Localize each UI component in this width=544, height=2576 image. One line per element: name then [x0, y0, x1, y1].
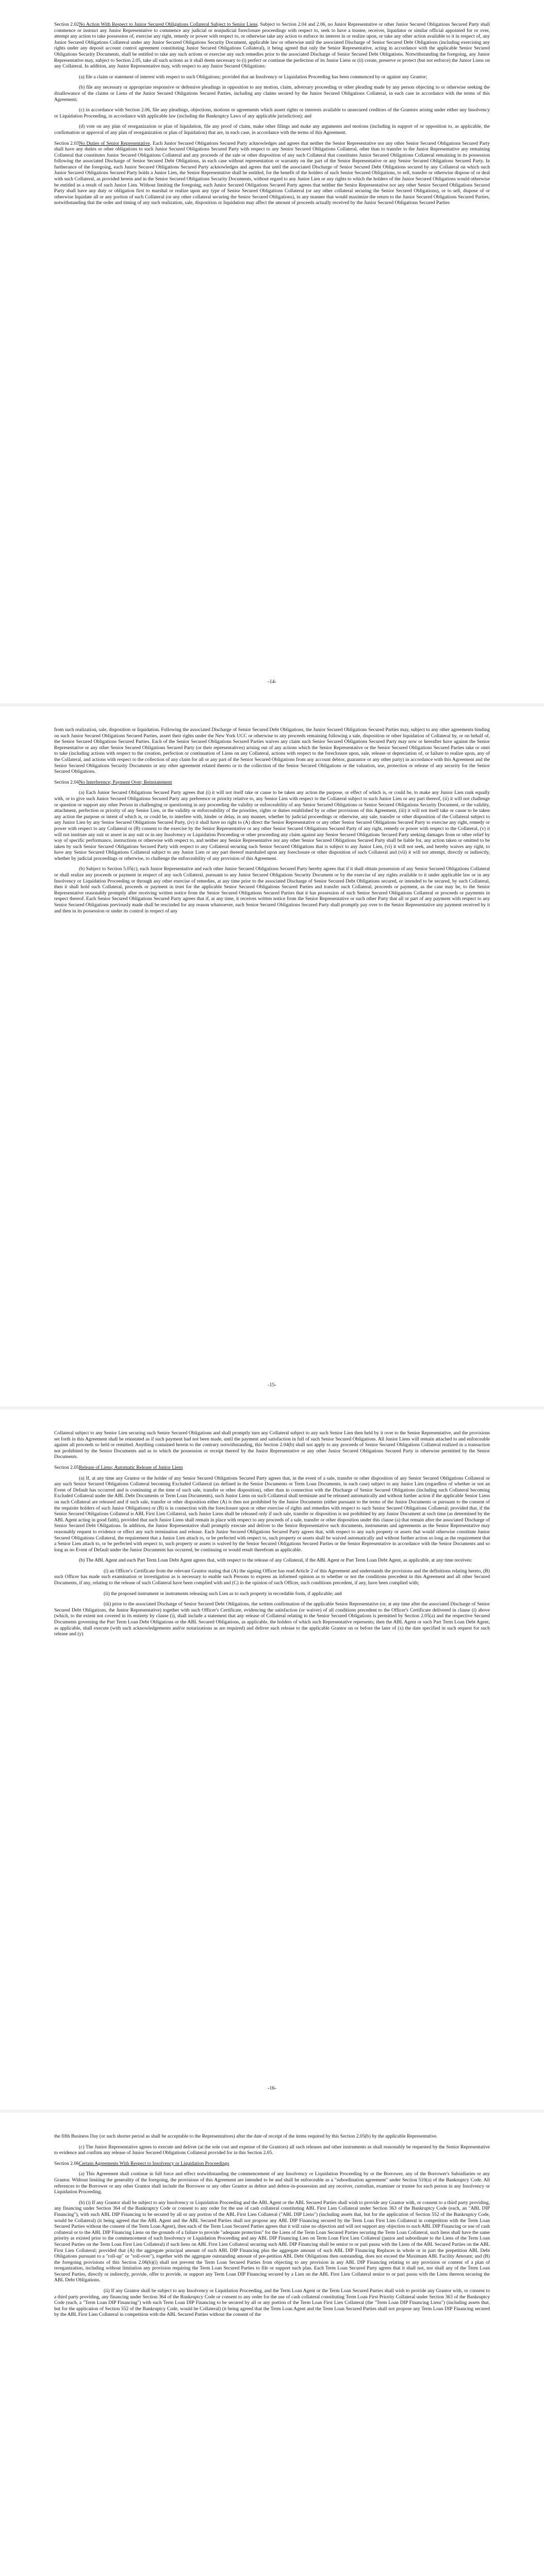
clause-a: (a) This Agreement shall continue in full force and effect notwithstanding the commencement of any Insolvency or Liquidation Proceeding by or the Borrower, any of the Borrower's Subsidiaries or any Grantor. Without limiting the generality of the foregoing, the provisions of this Agreement are intended to be and shall be enforceable as a "subordination agreement" under Section 510(a) of the Bankruptcy Code. All references to the Borrower or any other Grantor shall include the Borrower or any other Grantor as debtor and debtor-in-possession and any receiver, custodian, examiner or trustee for each person in any Insolvency or Liquidation Proceeding.: [54, 2171, 490, 2195]
continued-text: Collateral subject to any Senior Lien securing such Senior Secured Obligations and shall promptly turn any Collateral subject to any such Senior Lien then held by it over to the Senior Representative, and the provisions set forth in this Agreement shall be reinstated as if such payment had not been made, until the payment and satisfaction in full of such Senior Secured Obligations. All Junior Liens will remain attached to and enforceable against all proceeds so held or remitted. Anything contained herein to the contrary notwithstanding, this Section 2.04(b) shall not apply to any proceeds of Senior Secured Obligations Collateral realized in a transaction not prohibited by the Senior Documents and as to which the possession or receipt thereof by the Junior Representative or any other Junior Secured Obligations Secured Party is otherwise permitted by the Senior Documents.: [54, 1430, 490, 1460]
page-14-content: [54, 22, 490, 211]
clause-a: (a) file a claim or statement of interest with respect to such Obligations; provided that an Insolvency or Liquidation Proceeding has been commenced by or against any Grantor;: [79, 74, 427, 80]
section-number: Section 2.04: [54, 779, 79, 785]
clause-a: (a) Each Junior Secured Obligations Secured Party agrees that (i) it will not itself take or cause to be taken any action the purpose, or effect of which is, or could be, to make any Junior Lien rank equally with, or to give such Junior Secured Obligations Secured Party any preference or priority relative to, any Senior Lien with respect to the Collateral subject to such Junior Lien or any part thereof, (ii) it will not challenge or question or support any other Person in challenging or questioning in any proceeding the validity or enforceability of any Senior Secured Obligations or Senior Secured Obligations Security Document, or the validity, attachment, perfection or priority of any Senior Lien, or the validity or enforceability of the priorities, rights or duties established by or other provisions of this Agreement, (iii) it will not itself take or cause to be taken any action the purpose or intent of which is, or could be, to interfere with, hinder or delay, in any manner, whether by judicial proceedings or otherwise, any sale, transfer or other disposition of the Collateral subject to any Junior Lien by any Senior Secured Obligations Secured Party, (iv) it shall have no right to (A) direct the Senior Representative or any other Senior Secured Obligations Secured Party to exercise any right, remedy or power with respect to any Collateral or (B) consent to the exercise by the Senior Representative or any other Senior Secured Obligations Secured Party of any right, remedy or power with respect to the Collateral, (v) it will not institute any suit or assert in any suit or in any Insolvency or Liquidation Proceeding or other proceeding any claim against any Senior Secured Obligations Secured Party seeking damages from or other relief by way of specific performance, instructions or otherwise with respect to, and neither any Senior Representative nor any other Senior Secured Obligations Secured Party shall be liable for, any action taken or omitted to be taken by such Senior Secured Obligations Secured Party with respect to any Collateral securing such Senior Secured Obligations that is subject to any Junior Lien, (vi) it will not seek, and hereby waives any right, to have any Senior Secured Obligations Collateral subject to any Junior Lien or any part thereof marshaled upon any foreclosure or other disposition of such Collateral and (vii) it will not attempt, directly or indirectly, whether by judicial proceedings or otherwise, to challenge the enforceability of any provision of this Agreement.: [54, 790, 490, 861]
page-16-content: [54, 1430, 490, 1642]
section-title: No Duties of Senior Representative: [79, 140, 150, 146]
clause-b-i: (i) an Officer's Certificate from the relevant Grantor stating that (A) the signing Officer has read Article 2 of this Agreement and understands the provisions and the definitions relating hereto, (B) such Officer has made such examination or investigation as is necessary to enable such Persons to express an informed opinion as to whether or not the conditions precedent in this Agreement and all other Secured Documents, if any, relating to the release of such Collateral have been complied with and (C) in the opinion of such Officer, such conditions precedent, if any, have been complied with;: [54, 1568, 490, 1586]
section-number: Section 2.03: [54, 140, 79, 146]
page-14: [0, 0, 544, 703]
page-17: [0, 2113, 544, 2576]
clause-b: (b) The ABL Agent and each Part Term Loan Debt Agent agrees that, with respect to the release of any Collateral, if the ABL Agent or Part Term Loan Debt Agent, as applicable, at any time receives:: [79, 1557, 472, 1564]
section-number: Section 2.06: [54, 2160, 79, 2166]
section-number: Section 2.05: [54, 1464, 79, 1470]
continued-text: from such realization, sale, disposition or liquidation. Following the associated Discharge of Senior Secured Debt Obligations, the Junior Secured Obligations Secured Parties may, subject to any other agreements binding on such Junior Secured Obligations Secured Parties, assert their rights under the New York UCC or otherwise to any proceeds remaining following a sale, disposition or other liquidation of Collateral by, or on behalf of, the Senior Secured Obligations Secured Parties. Each of the Senior Secured Obligations Secured Parties waives any claim such Senior Secured Obligations Secured Party may now or hereafter have against the Senior Representative or any other Senior Secured Obligations Secured Party (or their representatives) arising out of any actions which the Senior Representative or the Senior Secured Obligations Secured Parties take or omit to take (including actions with respect to the creation, perfection or continuation of Liens on any Collateral, actions with respect to the foreclosure upon, sale, release or depreciation of, or failure to realize upon, any of the Collateral, and actions with respect to the collection of any claim for all or any part of the Senior Secured Obligations from any account debtor, guarantor or any other party) in accordance with this Agreement and the Senior Secured Obligations Security Documents or any other agreement related thereto or to the collection of the Senior Secured Obligations or the valuation, use, protection or release of any security for the Senior Secured Obligations.: [54, 727, 490, 775]
page-15: [0, 706, 544, 1406]
clause-d: (d) vote on any plan of reorganization or plan of liquidation, file any proof of claim, make other filings and make any arguments and motions (including in support of or opposition to, as applicable, the confirmation or approval of any plan of reorganization or plan of liquidation) that are, in each case, in accordance with the terms of this Agreement.: [54, 124, 490, 135]
section-body: . Each Junior Secured Obligations Secured Party acknowledges and agrees that neither the Senior Representative nor any other Senior Secured Obligations Secured Party shall have any duties or other obligations to such Junior Secured Obligations Secured Party with respect to any Senior Secured Obligations Collateral, other than to transfer to the Junior Representative any remaining Collateral that constitutes Junior Secured Obligations Collateral and any proceeds of the sale or other disposition of any such Collateral that constitutes Junior Secured Obligations Collateral remaining in its possession following the associated Discharge of Senior Secured Debt Obligations, in each case without representation or warranty on the part of the Senior Representative or any Senior Secured Obligations Secured Party. In furtherance of the foregoing, each Junior Secured Obligations Secured Party acknowledges and agrees that until the associated Discharge of Senior Secured Debt Obligations secured by any Collateral on which such Junior Secured Obligations Secured Party holds a Junior Lien, the Senior Representative shall be entitled, for the benefit of the holders of such Senior Secured Obligations, to sell, transfer or otherwise dispose of or deal with such Collateral, as provided herein and in the Senior Secured Obligations Security Documents, without regard to any Junior Lien or any rights to which the holders of the Junior Secured Obligations would otherwise be entitled as a result of such Junior Lien. Without limiting the foregoing, each Junior Secured Obligations Secured Party agrees that neither the Senior Representative nor any other Senior Secured Obligations Secured Party shall have any duty or obligation first to marshal or realize upon any type of Senior Secured Obligations Collateral (or any other collateral securing the Senior Secured Obligations), or to sell, dispose of or otherwise liquidate all or any portion of such Collateral (or any other collateral securing the Senior Secured Obligations), in any manner that would maximize the return to the Junior Secured Obligations Secured Parties, notwithstanding that the order and timing of any such realization, sale, disposition or liquidation may affect the amount of proceeds actually received by the Junior Secured Obligations Secured Parties: [54, 140, 490, 206]
section-title: Release of Liens; Automatic Release of Junior Liens: [79, 1464, 183, 1470]
clause-b-iii: (iii) prior to the associated Discharge of Senior Secured Debt Obligations, the written confirmation of the applicable Senior Representative (or, at any time after the associated Discharge of Senior Secured Debt Obligations, the Junior Representative) together with such Officer's Certificate, evidencing the satisfaction (or waiver) of all conditions precedent to the Officer's Certificate delivered in clause (i) above (which, to the extent not covered in its entirety by clause (i), shall include a statement that any release of Collateral relating to the Senior Secured Obligations is permitted by Section 2.05(a) and the respective Secured Documents governing the Part Term Loan Debt Obligations or the ABL Secured Obligations, as applicable, the holders of which such Representative represents; then the ABL Agent or such Part Term Loan Debt Agent, as applicable, shall execute (with such acknowledgements and/or notarizations as are required) and deliver such release to the applicable Grantor on or before the later of (x) the date specified in such request for such release and (y): [54, 1601, 490, 1637]
clause-b: (b) Subject to Section 5.05(c), each Junior Representative and each other Junior Secured Obligations Secured Party hereby agrees that if it shall obtain possession of any Senior Secured Obligations Collateral or shall realize any proceeds or payment in respect of any such Collateral, pursuant to any Junior Secured Obligations Security Document or by the exercise of any rights available to it under applicable law or in any Insolvency or Liquidation Proceeding or through any other exercise of remedies, at any time prior to the associated Discharge of Senior Secured Debt Obligations secured, or intended to be secured, by such Collateral, then it shall hold such Collateral, proceeds or payment in trust for the applicable Senior Secured Obligations Secured Parties and transfer such Collateral, proceeds or payment, as the case may be, to the Senior Representative reasonably promptly after receiving written notice from the Senior Secured Obligations Secured Parties that it has possession of such Senior Secured Obligations Collateral or proceeds or payments in respect thereof. Each Senior Secured Obligations Secured Party agrees that if, at any time, it receives written notice from the Senior Representative or such other Party that all or part of any payment with respect to any Senior Secured Obligations previously made shall be rescinded for any reason whatsoever, such Senior Secured Obligations Secured Party shall promptly pay over to the Senior Representative any payment received by it and then in its possession or under its control in respect of any: [54, 866, 490, 914]
page-17-content: [54, 2133, 490, 2323]
page-15-content: [54, 727, 490, 919]
clause-b-ii: (ii) If any Grantor shall be subject to any Insolvency or Liquidation Proceeding, and the Term Loan Agent or the Term Loan Secured Parties shall wish to provide any Grantor with, or consent to a third party providing, any financing under Section 364 of the Bankruptcy Code or consent to any order for the use of cash collateral constituting Term Loan First Priority Collateral under Section 363 of the Bankruptcy Code (each, a "Term Loan DIP Financing") with such Term Loan DIP Financing to be secured by all or any portion of the Term Loan First Lien Collateral (the "Term Loan DIP Financing Liens") (including assets that, but for the application of Section 552 of the Bankruptcy Code, would be Collateral) (it being agreed that the Term Loan Agent and the Term Loan Secured Parties shall not propose any Term Loan DIP Financing secured by the ABL First Lien Collateral in competition with the ABL Secured Parties without the consent of the: [54, 2288, 490, 2318]
page-number: -16-: [268, 2086, 276, 2091]
clause-b-ii: (ii) the proposed instrument or instruments releasing such Lien as to such property in recordable form, if applicable; and: [104, 1590, 342, 1597]
section-body: . Subject to Section 2.04 and 2.06, no Junior Representative or other Junior Secured Obligations Secured Party shall commence or instruct any Junior Representative to commence any judicial or nonjudicial foreclosure proceedings with respect to, seek to have a trustee, receiver, liquidator or similar official appointed for or over, attempt any action to take possession of, exercise any right, remedy or power with respect to, or otherwise take any action to enforce its interest in or realize upon, or take any other action available to it in respect of, any Junior Secured Obligations Collateral under any Junior Secured Obligations Security Document, applicable law or otherwise until the associated Discharge of Senior Secured Debt Obligations (including exercising any rights under any deposit account control agreement constituting Junior Secured Obligations Collateral), it being agreed that only the Senior Representative, acting in accordance with the applicable Senior Secured Obligations Security Documents, shall be entitled to take any such actions or exercise any such remedies prior to the associated Discharge of Senior Secured Debt Obligations. Notwithstanding the foregoing, any Junior Representative may, subject to Section 2.05, take all such actions as it shall deem necessary to (i) perfect or continue the perfection of its Junior Liens or (ii) create, preserve or protect (but not enforce) the Junior Liens on any Collateral. In addition, any Junior Representative may, with respect to any Junior Secured Obligations:: [54, 22, 490, 70]
section-2-04: [54, 779, 490, 786]
section-title: No Interference; Payment Over; Reinstatement: [79, 779, 172, 785]
section-2-05: [54, 1465, 490, 1471]
page-16: [0, 1410, 544, 2110]
page-number: -14-: [268, 679, 276, 685]
section-2-02: [54, 22, 490, 70]
clause-c: (c) in accordance with Section 2.06, file any pleadings, objections, motions or agreements which assert rights or interests available to unsecured creditors of the Grantors arising under either any Insolvency or Liquidation Proceeding, in accordance with applicable law (including the Bankruptcy Laws of any applicable jurisdiction); and: [54, 107, 490, 119]
continued-text: the fifth Business Day (or such shorter period as shall be acceptable to the Representatives) after the date of receipt of the items required by this Section 2.05(b) by the applicable Representative.: [54, 2133, 438, 2139]
section-number: Section 2.02: [54, 22, 79, 27]
clause-b: (b) file any necessary or appropriate responsive or defensive pleadings in opposition to any motion, claim, adversary proceeding or other pleading made by any person objecting to or otherwise seeking the disallowance of the claims or Liens of the Junior Secured Obligations Secured Parties, including any claims secured by the Junior Secured Obligations Collateral, in each case in accordance with the terms of this Agreement;: [54, 84, 490, 103]
section-title: No Action With Respect to Junior Secured Obligations Collateral Subject to Senior Liens: [79, 22, 258, 27]
clause-c: (c) The Junior Representative agrees to execute and deliver (at the sole cost and expense of the Grantors) all such releases and other instruments as shall reasonably be requested by the Senior Representative to evidence and confirm any release of Junior Secured Obligations Collateral provided for in this Section 2.05.: [54, 2144, 490, 2156]
page-number: -15-: [268, 1382, 276, 1388]
clause-a: (a) If, at any time any Grantor or the holder of any Senior Secured Obligations Secured Party agrees that, in the event of a sale, transfer or other disposition of any Senior Secured Obligations Collateral or any such Senior Secured Obligations Collateral becoming Excluded Collateral (as defined in the Senior Documents or Term Loan Documents, in each case) subject to any Junior Lien (regardless of whether or not an Event of Default has occurred and is continuing at the time of such sale, transfer or other disposition), other than in connection with the Discharge of Senior Secured Obligations (including such Collateral becoming Excluded Collateral under the ABL Debt Documents or Term Loan Documents), such Junior Liens on such Collateral shall terminate and be released automatically and without further action if the applicable Senior Liens on such Collateral are released and if such sale, transfer or other disposition either (A) is then not prohibited by the Junior Documents (either pursuant to the terms of the Junior Documents or pursuant to the consent of the requisite holders of such Junior Obligations) or (B) is in connection with the foreclosure upon or other exercise of rights and remedies with respect to such Senior Secured Obligations Collateral; provided that, if the Senior Secured Obligations Collateral is ABL First Lien Collateral, such Junior Liens shall be released only if such sale, transfer or disposition is not prohibited by any Junior Document at such time (as determined by the ABL Agent acting in good faith), provided that such Junior Liens shall remain in place with respect to any proceeds of a sale, transfer or other disposition under this clause (a) that remain after the associated Discharge of Senior Secured Debt Obligations. In addition, the Junior Representative shall promptly execute and deliver to the Senior Representative such documents, instruments and agreements as the Senior Representative may reasonably request to evidence or effect any such termination and release. Each Junior Secured Obligations Secured Party agrees that, with respect to any such property or assets that would otherwise constitute Junior Secured Obligations Collateral, the requirement that a Junior Lien attach to, or be perfected with respect to, such property or assets shall be waived automatically and without further action so long as the requirement that a Senior Lien attach to, or be perfected with respect to, such property or assets is waived by the Senior Secured Obligations Secured Parties or the Senior Representative in accordance with the Senior Documents and so long as no Event of Default under the Junior Documents has occurred, be continuing or would result therefrom as applicable.: [54, 1475, 490, 1553]
section-2-03: [54, 141, 490, 207]
section-2-06: [54, 2161, 490, 2167]
section-title: Certain Agreements With Respect to Insolvency or Liquidation Proceedings: [79, 2160, 229, 2166]
clause-b: (b) (i) If any Grantor shall be subject to any Insolvency or Liquidation Proceeding and the ABL Agent or the ABL Secured Parties shall wish to provide any Grantor with, or consent to a third party providing, any financing under Section 364 of the Bankruptcy Code or consent to any order for the use of cash collateral constituting ABL First Lien Collateral under Section 363 of the Bankruptcy Code (each, an "ABL DIP Financing"), with such ABL DIP Financing to be secured by all or any portion of the ABL First Lien Collateral ("ABL DIP Liens") (including assets that, but for the application of Section 552 of the Bankruptcy Code, would be Collateral) (it being agreed that the ABL Agent and the ABL Secured Parties shall not propose any ABL DIP Financing secured by the Term Loan First Lien Collateral in competition with the Term Loan Secured Parties without the consent of the Term Loan Agent), then each of the Term Loan Secured Parties agrees that it will raise no objection and will not support any objection to such ABL DIP Financing or use of cash collateral or to the ABL DIP Financing Liens on the grounds of a failure to provide "adequate protection" for the Liens of the Term Loan Secured Parties securing the Term Loan Collateral, such liens shall have the same priority as existed prior to the commencement of such Insolvency or Liquidation Proceeding and any ABL DIP Financing Lien on Term Loan First Lien Collateral (junior and subordinate to the Liens of the Term Loan Secured Parties on the Term Loan First Lien Collateral) if such liens on ABL First Lien Collateral securing such ABL DIP Financing shall be senior to or pari passu with the Liens of the ABL Secured Parties on the ABL First Lien Collateral; provided that (A) the aggregate principal amount of such ABL DIP Financing plus the aggregate amount of such ABL DIP Financing Replaces in whole or in part the prepetition ABL Debt Obligations pursuant to a "roll-up" or "roll-over"), together with the aggregate outstanding amount of pre-petition ABL Debt Obligations then outstanding, does not exceed the Maximum ABL Facility Amount; and (B) the foregoing provisions of this Section 2.06(b)(i) shall not prevent the Term Loan Secured Parties from objecting to any provision in any ABL DIP Financing relating to any provision or content of a plan of reorganization, including without limitation any provision requiring the Term Loan Secured Parties to file or support such plan. Each Term Loan Secured Party agrees that it shall not, nor shall any of the Term Loan Secured Parties, directly or indirectly, provide, offer to provide, or support any Term Loan DIP Financing secured by a Lien on the ABL First Lien Collateral senior to or pari passu with the Liens thereon securing the ABL Debt Obligations.: [54, 2199, 490, 2283]
